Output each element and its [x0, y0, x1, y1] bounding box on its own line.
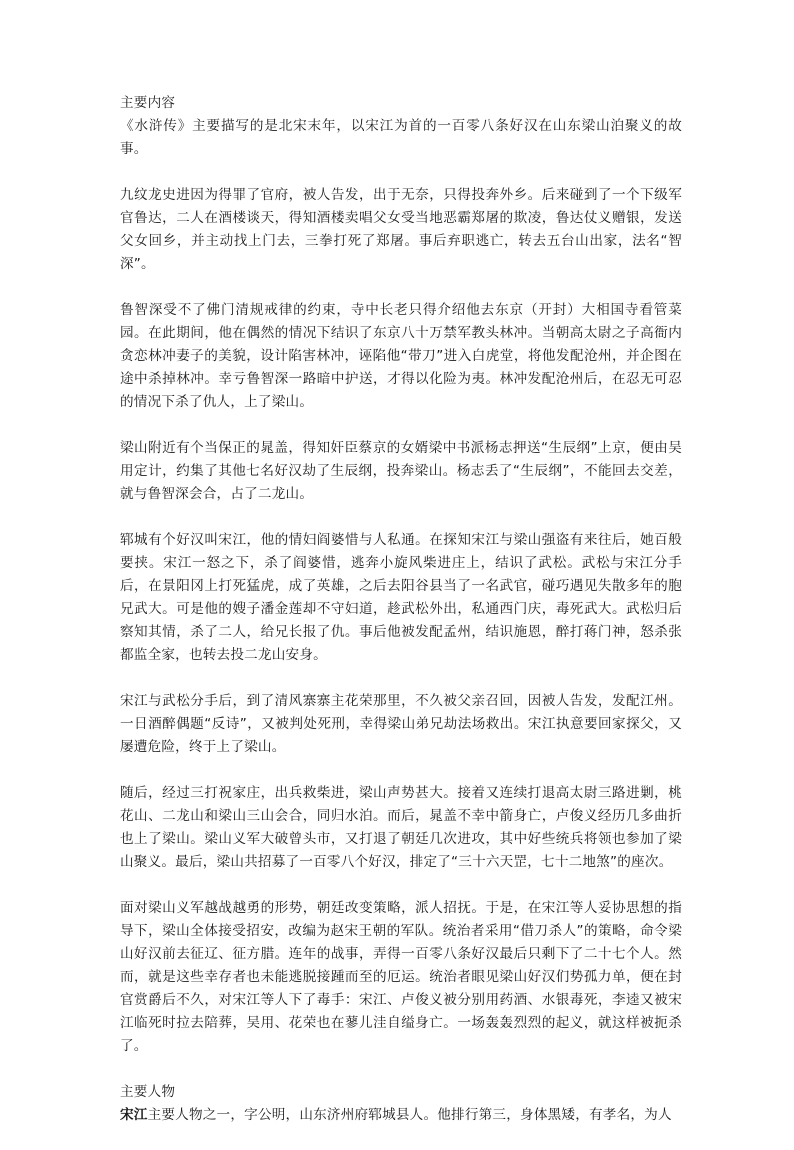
document-body [120, 92, 682, 1150]
paragraph-liangshan-rise: 随后，经过三打祝家庄，出兵救柴进，梁山声势甚大。接着又连续打退高太尉三路进剿，桃花山、二龙山和梁山三山会合，同归水泊。而后，晁盖不幸中箭身亡，卢俊义经历几多曲折也上了梁山。梁山义军大破曾头市，又打退了朝廷几次进攻，其中好些统兵将领也参加了梁山聚义。最后，梁山共招募了一百零八个好汉，排定了“三十六天罡，七十二地煞”的座次。 [120, 785, 682, 870]
paragraph-linchong: 鲁智深受不了佛门清规戒律的约束，寺中长老只得介绍他去东京（开封）大相国寺看管菜园。在此期间，他在偶然的情况下结识了东京八十万禁军教头林冲。当朝高太尉之子高衙内贪恋林冲妻子的美貌，设计陷害林冲，诬陷他“带刀”进入白虎堂，将他发配沧州，并企图在途中杀掉林冲。幸亏鲁智深一路暗中护送，才得以化险为夷。林冲发配沧州后，在忍无可忍的情况下杀了仇人，上了梁山。 [120, 302, 682, 410]
paragraph-shijin-luda: 九纹龙史进因为得罪了官府，被人告发，出于无奈，只得投奔外乡。后来碰到了一个下级军官鲁达，二人在酒楼谈天，得知酒楼卖唱父女受当地恶霸郑屠的欺凌，鲁达仗义赠银，发送父女回乡，并主动找上门去，三拳打死了郑屠。事后弃职逃亡，转去五台山出家，法名“智深”。 [120, 187, 682, 272]
paragraph-chaogai: 梁山附近有个当保正的晁盖，得知奸臣蔡京的女婿梁中书派杨志押送“生辰纲”上京，便由吴用定计，约集了其他七名好汉劫了生辰纲，投奔梁山。杨志丢了“生辰纲”，不能回去交差，就与鲁智深会合，占了二龙山。 [120, 440, 682, 502]
paragraph-songjiang-wusong: 郓城有个好汉叫宋江，他的情妇阎婆惜与人私通。在探知宋江与梁山强盗有来往后，她百般要挟。宋江一怒之下，杀了阎婆惜，逃奔小旋风柴进庄上，结识了武松。武松与宋江分手后，在景阳冈上打死猛虎，成了英雄，之后去阳谷县当了一名武官，碰巧遇见失散多年的胞兄武大。可是他的嫂子潘金莲却不守妇道，趁武松外出，私通西门庆，毒死武大。武松归后察知其情，杀了二人，给兄长报了仇。事后他被发配孟州，结识施恩，醉打蒋门神，怒杀张都监全家，也转去投二龙山安身。 [120, 532, 682, 663]
paragraph-songjiang-liangshan: 宋江与武松分手后，到了清风寨寨主花荣那里，不久被父亲召回，因被人告发，发配江州。一日酒醉偶题“反诗”，又被判处死刑，幸得梁山弟兄劫法场救出。宋江执意要回家探父，又屡遭危险，终于上了梁山。 [120, 693, 682, 755]
paragraph-character-songjiang [120, 1104, 682, 1127]
section-heading-content: 主要内容 [120, 95, 176, 111]
character-name: 宋江 [120, 1107, 148, 1123]
character-description: 主要人物之一，字公明，山东济州府郓城县人。他排行第三，身体黑矮，有孝名，为人 [147, 1107, 672, 1123]
section-heading-characters: 主要人物 [120, 1084, 176, 1100]
paragraph-intro: 《水浒传》主要描写的是北宋末年，以宋江为首的一百零八条好汉在山东梁山泊聚义的故事。 [120, 118, 682, 157]
paragraph-zhaoan: 面对梁山义军越战越勇的形势，朝廷改变策略，派人招抚。于是，在宋江等人妥协思想的指导下，梁山全体接受招安，改编为赵宋王朝的军队。统治者采用“借刀杀人”的策略，命令梁山好汉前去征辽、征方腊。连年的战事，弄得一百零八条好汉最后只剩下了二十七个人。然而，就是这些幸存者也未能逃脱接踵而至的厄运。统治者眼见梁山好汉们势孤力单，便在封官赏爵后不久，对宋江等人下了毒手：宋江、卢俊义被分别用药酒、水银毒死，李逵又被宋江临死时拉去陪葬，吴用、花荣也在蓼儿洼自缢身亡。一场轰轰烈烈的起义，就这样被扼杀了。 [120, 900, 682, 1054]
